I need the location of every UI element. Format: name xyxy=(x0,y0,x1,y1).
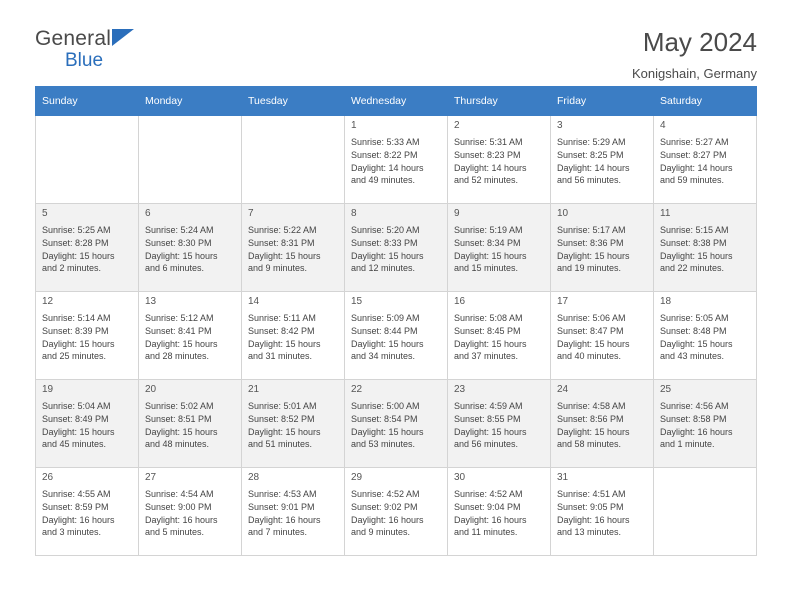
day-info-line: and 1 minute. xyxy=(660,439,715,450)
page-title: May 2024 xyxy=(642,27,757,57)
day-info-line: Sunrise: 5:01 AM xyxy=(248,401,317,412)
calendar-week-row xyxy=(36,292,757,380)
day-number: 29 xyxy=(351,472,363,483)
title-block xyxy=(632,28,757,81)
day-number: 18 xyxy=(660,296,672,307)
day-info-line: Sunrise: 5:20 AM xyxy=(351,225,420,236)
day-info-line: Daylight: 16 hours xyxy=(557,514,630,525)
day-info-line: Daylight: 14 hours xyxy=(454,162,527,173)
location-subtitle: Konigshain, Germany xyxy=(631,65,757,81)
day-info-line: Daylight: 15 hours xyxy=(557,338,630,349)
calendar-day-cell xyxy=(242,380,345,468)
day-info-line: and 11 minutes. xyxy=(454,527,518,538)
day-info-line: and 15 minutes. xyxy=(454,263,519,274)
day-number: 13 xyxy=(145,296,157,307)
day-number: 1 xyxy=(351,120,357,131)
day-info-line: Daylight: 16 hours xyxy=(145,514,218,525)
calendar-day-cell xyxy=(139,292,242,380)
weekday-header-saturday: Saturday xyxy=(654,87,757,116)
day-number: 9 xyxy=(454,208,460,219)
day-number: 19 xyxy=(42,384,54,395)
day-info-line: and 48 minutes. xyxy=(145,439,210,450)
day-info-line: Sunset: 8:28 PM xyxy=(42,237,109,248)
day-number: 22 xyxy=(351,384,363,395)
weekday-header-thursday: Thursday xyxy=(448,87,551,116)
day-info-line: Sunset: 9:02 PM xyxy=(351,501,418,512)
day-info-line: Daylight: 15 hours xyxy=(351,426,424,437)
day-info-line: Sunrise: 4:53 AM xyxy=(248,489,317,500)
day-info-line: and 56 minutes. xyxy=(557,175,622,186)
day-info-line: Sunrise: 5:08 AM xyxy=(454,313,523,324)
day-info-line: Sunset: 8:56 PM xyxy=(557,413,624,424)
day-info-line: Sunset: 8:22 PM xyxy=(351,149,418,160)
day-info-line: Daylight: 15 hours xyxy=(351,338,424,349)
day-info-line: Daylight: 15 hours xyxy=(42,338,115,349)
day-info-line: Sunset: 8:34 PM xyxy=(454,237,521,248)
day-info-line: Daylight: 15 hours xyxy=(145,250,218,261)
day-info-line: Sunset: 8:55 PM xyxy=(454,413,521,424)
day-info-line: Sunrise: 5:31 AM xyxy=(454,137,523,148)
calendar-week-row xyxy=(36,380,757,468)
day-info-line: Sunset: 8:51 PM xyxy=(145,413,212,424)
calendar-day-cell xyxy=(448,380,551,468)
day-info-line: and 51 minutes. xyxy=(248,439,313,450)
calendar-day-cell xyxy=(345,380,448,468)
day-info-line: Sunrise: 4:52 AM xyxy=(351,489,420,500)
day-info-line: and 19 minutes. xyxy=(557,263,622,274)
day-info-line: Sunset: 8:47 PM xyxy=(557,325,624,336)
calendar-day-cell xyxy=(551,116,654,204)
day-number: 12 xyxy=(42,296,54,307)
calendar-day-cell xyxy=(345,292,448,380)
day-info-line: Daylight: 15 hours xyxy=(145,426,218,437)
day-info-line: Daylight: 15 hours xyxy=(248,250,321,261)
day-info-line: Daylight: 15 hours xyxy=(42,250,115,261)
day-info-line: Daylight: 15 hours xyxy=(145,338,218,349)
day-info-line: and 58 minutes. xyxy=(557,439,622,450)
calendar-week-row xyxy=(36,204,757,292)
day-number: 8 xyxy=(351,208,357,219)
day-info-line: and 37 minutes. xyxy=(454,351,519,362)
day-info-line: and 9 minutes. xyxy=(351,527,411,538)
day-info-line: and 7 minutes. xyxy=(248,527,308,538)
day-info-line: Sunrise: 5:22 AM xyxy=(248,225,317,236)
day-info-line: Sunset: 8:27 PM xyxy=(660,149,727,160)
day-info-line: Sunrise: 5:17 AM xyxy=(557,225,626,236)
day-info-line: Sunrise: 5:11 AM xyxy=(248,313,316,324)
logo-text-general: General xyxy=(35,27,112,50)
calendar-day-cell xyxy=(551,292,654,380)
day-number: 15 xyxy=(351,296,363,307)
day-info-line: Sunrise: 4:58 AM xyxy=(557,401,626,412)
weekday-header-sunday: Sunday xyxy=(36,87,139,116)
calendar-day-cell xyxy=(654,380,757,468)
day-info-line: Sunrise: 4:56 AM xyxy=(660,401,729,412)
day-number: 16 xyxy=(454,296,466,307)
calendar-body xyxy=(36,116,757,556)
day-info-line: and 40 minutes. xyxy=(557,351,622,362)
day-info-line: Daylight: 15 hours xyxy=(248,426,321,437)
day-info-line: and 3 minutes. xyxy=(42,527,102,538)
day-info-line: and 12 minutes. xyxy=(351,263,416,274)
day-info-line: Daylight: 16 hours xyxy=(248,514,321,525)
day-info-line: Daylight: 14 hours xyxy=(351,162,424,173)
day-info-line: Daylight: 15 hours xyxy=(557,250,630,261)
day-info-line: Sunset: 8:36 PM xyxy=(557,237,624,248)
calendar-day-cell xyxy=(345,116,448,204)
calendar-day-cell xyxy=(448,468,551,556)
day-number: 20 xyxy=(145,384,157,395)
weekday-header-friday: Friday xyxy=(551,87,654,116)
calendar-day-cell xyxy=(551,380,654,468)
day-info-line: Sunset: 8:49 PM xyxy=(42,413,109,424)
day-number: 11 xyxy=(660,208,671,219)
day-number: 7 xyxy=(248,208,254,219)
day-number: 30 xyxy=(454,472,466,483)
weekday-header-monday: Monday xyxy=(139,87,242,116)
day-info-line: and 31 minutes. xyxy=(248,351,313,362)
day-number: 17 xyxy=(557,296,569,307)
day-info-line: Sunset: 9:01 PM xyxy=(248,501,315,512)
day-info-line: Sunset: 8:38 PM xyxy=(660,237,727,248)
day-info-line: and 59 minutes. xyxy=(660,175,725,186)
day-info-line: Sunrise: 4:54 AM xyxy=(145,489,214,500)
day-info-line: Daylight: 16 hours xyxy=(351,514,424,525)
day-info-line: Sunrise: 5:04 AM xyxy=(42,401,111,412)
calendar-day-cell xyxy=(654,292,757,380)
calendar-day-cell xyxy=(139,380,242,468)
day-info-line: Daylight: 16 hours xyxy=(42,514,115,525)
day-info-line: Sunrise: 5:24 AM xyxy=(145,225,214,236)
day-number: 21 xyxy=(248,384,260,395)
calendar-day-cell xyxy=(36,380,139,468)
day-info-line: and 56 minutes. xyxy=(454,439,519,450)
day-number: 14 xyxy=(248,296,260,307)
day-info-line: Daylight: 15 hours xyxy=(248,338,321,349)
day-info-line: Sunrise: 5:00 AM xyxy=(351,401,420,412)
day-info-line: Sunset: 9:05 PM xyxy=(557,501,624,512)
calendar-cell-empty xyxy=(242,116,345,204)
day-number: 4 xyxy=(660,120,666,131)
calendar-cell-empty xyxy=(654,468,757,556)
day-number: 26 xyxy=(42,472,54,483)
day-info-line: Sunset: 8:41 PM xyxy=(145,325,212,336)
calendar-day-cell xyxy=(448,204,551,292)
calendar-week-row xyxy=(36,116,757,204)
day-info-line: and 9 minutes. xyxy=(248,263,308,274)
day-number: 5 xyxy=(42,208,48,219)
calendar-cell-empty xyxy=(36,116,139,204)
day-info-line: Sunset: 8:48 PM xyxy=(660,325,727,336)
calendar-day-cell xyxy=(242,292,345,380)
calendar-day-cell xyxy=(242,468,345,556)
day-info-line: Sunset: 8:58 PM xyxy=(660,413,727,424)
calendar-day-cell xyxy=(139,468,242,556)
calendar-week-row xyxy=(36,468,757,556)
day-number: 24 xyxy=(557,384,569,395)
calendar-cell-empty xyxy=(139,116,242,204)
calendar-day-cell xyxy=(448,116,551,204)
day-info-line: Sunrise: 4:51 AM xyxy=(557,489,626,500)
day-info-line: Sunset: 8:23 PM xyxy=(454,149,521,160)
day-info-line: Sunset: 8:44 PM xyxy=(351,325,418,336)
day-info-line: and 52 minutes. xyxy=(454,175,519,186)
day-info-line: Daylight: 15 hours xyxy=(454,338,527,349)
day-info-line: and 34 minutes. xyxy=(351,351,416,362)
day-info-line: Sunset: 9:00 PM xyxy=(145,501,212,512)
day-number: 2 xyxy=(454,120,460,131)
day-info-line: Sunrise: 5:29 AM xyxy=(557,137,626,148)
calendar-table xyxy=(35,86,757,556)
calendar-day-cell xyxy=(36,292,139,380)
day-info-line: and 43 minutes. xyxy=(660,351,725,362)
day-info-line: Sunrise: 5:25 AM xyxy=(42,225,111,236)
day-number: 10 xyxy=(557,208,569,219)
calendar-day-cell xyxy=(551,204,654,292)
day-info-line: Sunset: 8:52 PM xyxy=(248,413,315,424)
day-info-line: Sunrise: 5:14 AM xyxy=(42,313,111,324)
weekday-header-wednesday: Wednesday xyxy=(345,87,448,116)
day-info-line: Sunrise: 5:19 AM xyxy=(454,225,523,236)
day-info-line: Daylight: 16 hours xyxy=(660,426,733,437)
day-info-line: and 45 minutes. xyxy=(42,439,107,450)
weekday-header-row xyxy=(36,87,757,116)
day-info-line: Sunset: 8:31 PM xyxy=(248,237,315,248)
day-info-line: and 22 minutes. xyxy=(660,263,725,274)
day-info-line: Sunset: 8:54 PM xyxy=(351,413,418,424)
day-info-line: Daylight: 15 hours xyxy=(454,250,527,261)
day-info-line: Daylight: 15 hours xyxy=(660,338,733,349)
day-info-line: Daylight: 15 hours xyxy=(557,426,630,437)
day-info-line: and 53 minutes. xyxy=(351,439,416,450)
day-info-line: Sunset: 8:30 PM xyxy=(145,237,212,248)
day-info-line: Sunrise: 4:59 AM xyxy=(454,401,523,412)
day-info-line: Daylight: 15 hours xyxy=(454,426,527,437)
flag-icon xyxy=(112,29,134,46)
calendar-day-cell xyxy=(36,468,139,556)
day-info-line: Sunrise: 5:09 AM xyxy=(351,313,420,324)
day-number: 25 xyxy=(660,384,672,395)
logo-text-blue: Blue xyxy=(65,50,104,71)
day-number: 28 xyxy=(248,472,260,483)
day-info-line: and 2 minutes. xyxy=(42,263,102,274)
day-info-line: Sunrise: 5:05 AM xyxy=(660,313,729,324)
day-number: 27 xyxy=(145,472,157,483)
day-info-line: Daylight: 15 hours xyxy=(351,250,424,261)
day-info-line: Sunrise: 5:15 AM xyxy=(660,225,729,236)
day-info-line: Daylight: 14 hours xyxy=(557,162,630,173)
day-info-line: Sunset: 8:39 PM xyxy=(42,325,109,336)
calendar-day-cell xyxy=(448,292,551,380)
day-info-line: Sunset: 8:25 PM xyxy=(557,149,624,160)
day-info-line: and 25 minutes. xyxy=(42,351,107,362)
day-info-line: Sunset: 8:59 PM xyxy=(42,501,109,512)
day-info-line: Daylight: 15 hours xyxy=(42,426,115,437)
day-number: 3 xyxy=(557,120,563,131)
weekday-header-tuesday: Tuesday xyxy=(242,87,345,116)
day-info-line: and 13 minutes. xyxy=(557,527,622,538)
calendar-day-cell xyxy=(654,204,757,292)
day-number: 23 xyxy=(454,384,466,395)
day-info-line: Sunset: 8:33 PM xyxy=(351,237,418,248)
day-info-line: Daylight: 15 hours xyxy=(660,250,733,261)
day-number: 31 xyxy=(557,472,569,483)
calendar-day-cell xyxy=(654,116,757,204)
day-info-line: Sunset: 8:42 PM xyxy=(248,325,315,336)
day-info-line: and 49 minutes. xyxy=(351,175,416,186)
day-info-line: Sunrise: 5:12 AM xyxy=(145,313,214,324)
calendar-day-cell xyxy=(139,204,242,292)
day-info-line: Sunrise: 4:52 AM xyxy=(454,489,523,500)
day-info-line: and 5 minutes. xyxy=(145,527,205,538)
logo-row-top xyxy=(35,28,134,49)
day-number: 6 xyxy=(145,208,151,219)
day-info-line: Sunset: 8:45 PM xyxy=(454,325,521,336)
calendar-day-cell xyxy=(345,468,448,556)
day-info-line: Daylight: 14 hours xyxy=(660,162,733,173)
day-info-line: Sunrise: 5:06 AM xyxy=(557,313,626,324)
day-info-line: Sunset: 9:04 PM xyxy=(454,501,521,512)
page-header xyxy=(35,0,757,81)
day-info-line: Daylight: 16 hours xyxy=(454,514,527,525)
day-info-line: Sunrise: 5:27 AM xyxy=(660,137,729,148)
day-info-line: Sunrise: 5:33 AM xyxy=(351,137,420,148)
day-info-line: and 6 minutes. xyxy=(145,263,205,274)
brand-logo xyxy=(35,28,134,70)
day-info-line: Sunrise: 5:02 AM xyxy=(145,401,214,412)
calendar-day-cell xyxy=(551,468,654,556)
calendar-day-cell xyxy=(345,204,448,292)
day-info-line: and 28 minutes. xyxy=(145,351,210,362)
calendar-day-cell xyxy=(242,204,345,292)
day-info-line: Sunrise: 4:55 AM xyxy=(42,489,111,500)
calendar-day-cell xyxy=(36,204,139,292)
